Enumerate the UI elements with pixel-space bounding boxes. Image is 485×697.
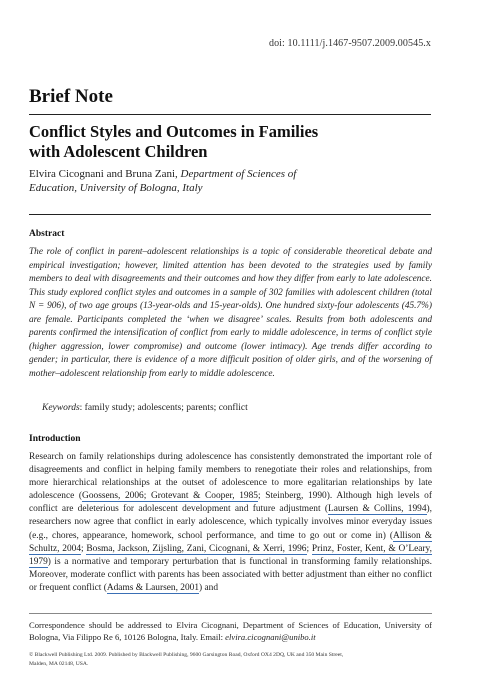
- keywords-colon: :: [79, 403, 85, 413]
- citation-link-adams-laursen[interactable]: Adams & Laursen, 2001: [106, 582, 200, 593]
- intro-text-2: ; Steinberg, 1990). Although high levels of conflict are deleterious for adolescent development and future adjustment (: [29, 491, 432, 515]
- abstract-text: The role of conflict in parent–adolescent relationships is a topic of considerable theoretical debate and empirical investigation; however, limited attention has been devoted to the strategies used by family members to deal with disagreements and their outcomes and how they differ from early to late adolescence. This study explored conflict styles and outcomes in a sample of 302 families with adolescent children (total N = 906), of two age groups (13-year-olds and 15-year-olds). One hundred sixty-four adolescents (45.7%) are female. Participants completed the ‘when we disagree’ scales. Results from both adolescents and parents confirmed the intensification of conflict from early to middle adolescence, in terms of conflict style (higher aggression, lower compromise) and outcome (lower intimacy). Age trends differ according to gender; in particular, there is evidence of a more difficult position of older girls, and of the worsening of mother–adolescent relationship from early to middle adolescence.: [29, 247, 432, 379]
- header-rule: [29, 114, 431, 115]
- abstract-rule: [29, 214, 431, 215]
- copyright-line-2: Malden, MA 02148, USA.: [29, 661, 89, 667]
- citation-link-goossens-grotevant[interactable]: Goossens, 2006; Grotevant & Cooper, 1985: [82, 491, 258, 502]
- citation-link-prinz[interactable]: Prinz, Foster, Kent, & O’Leary, 1979: [29, 543, 432, 567]
- title-line-2: with Adolescent Children: [29, 142, 208, 161]
- keywords-line: [42, 403, 248, 413]
- intro-text-4: ) is a normative and temporary perturbation that is functional in transforming family relationships. Moreover, moderate conflict with parents has been associated with better adjustment than either no conflict or frequent conflict (: [29, 556, 432, 593]
- intro-separator-1: ;: [81, 543, 87, 554]
- section-label: Brief Note: [29, 86, 113, 107]
- intro-separator-2: ;: [306, 543, 312, 554]
- introduction-paragraph: [29, 451, 432, 595]
- keywords-text: family study; adolescents; parents; conflict: [84, 403, 248, 413]
- article-title: [29, 122, 434, 162]
- intro-text-1: Research on family relationships during adolescence has consistently demonstrated the important role of disagreements and conflict in helping family members to renegotiate their roles and relationships, from more hierarchical relationships at the outset of adolescence to more egalitarian relationships by late adolescence (: [29, 452, 432, 502]
- citation-link-laursen-collins[interactable]: Laursen & Collins, 1994: [327, 504, 427, 515]
- introduction-heading: Introduction: [29, 434, 81, 444]
- affiliation-line-2: Education, University of Bologna, Italy: [29, 181, 203, 194]
- author-block: [29, 168, 434, 195]
- footnote-rule: [29, 613, 432, 614]
- author-names: Elvira Cicognani and Bruna Zani,: [29, 168, 181, 180]
- correspondence-email[interactable]: elvira.cicognani@unibo.it: [225, 632, 316, 642]
- copyright-line-1: © Blackwell Publishing Ltd. 2009. Published by Blackwell Publishing, 9600 Garsington Road, Oxford OX4 2DQ, UK and 350 Main Street,: [29, 652, 344, 658]
- abstract-heading: Abstract: [29, 229, 65, 239]
- keywords-label: Keywords: [42, 403, 80, 413]
- intro-text-5: ) and: [199, 582, 219, 593]
- affiliation-line-1: Department of Sciences of: [180, 168, 297, 180]
- doi-line: doi: 10.1111/j.1467-9507.2009.00545.x: [268, 38, 431, 49]
- title-line-1: Conflict Styles and Outcomes in Families: [29, 122, 319, 141]
- correspondence-note: [29, 619, 432, 643]
- citation-link-allison-schultz[interactable]: Allison & Schultz, 2004: [29, 530, 432, 554]
- citation-link-bosma[interactable]: Bosma, Jackson, Zijsling, Zani, Cicognani, & Xerri, 1996: [86, 543, 307, 554]
- correspondence-text: Correspondence should be addressed to Elvira Cicognani, Department of Sciences of Education, University of Bologna, Via Filippo Re 6, 10126 Bologna, Italy. Email:: [29, 620, 432, 642]
- intro-text-3: ), researchers now agree that conflict in early adolescence, which typically involves minor everyday issues (e.g., chores, appearance, homework, school performance, and time to go out or come in) (: [29, 504, 432, 541]
- copyright-notice: [29, 651, 432, 669]
